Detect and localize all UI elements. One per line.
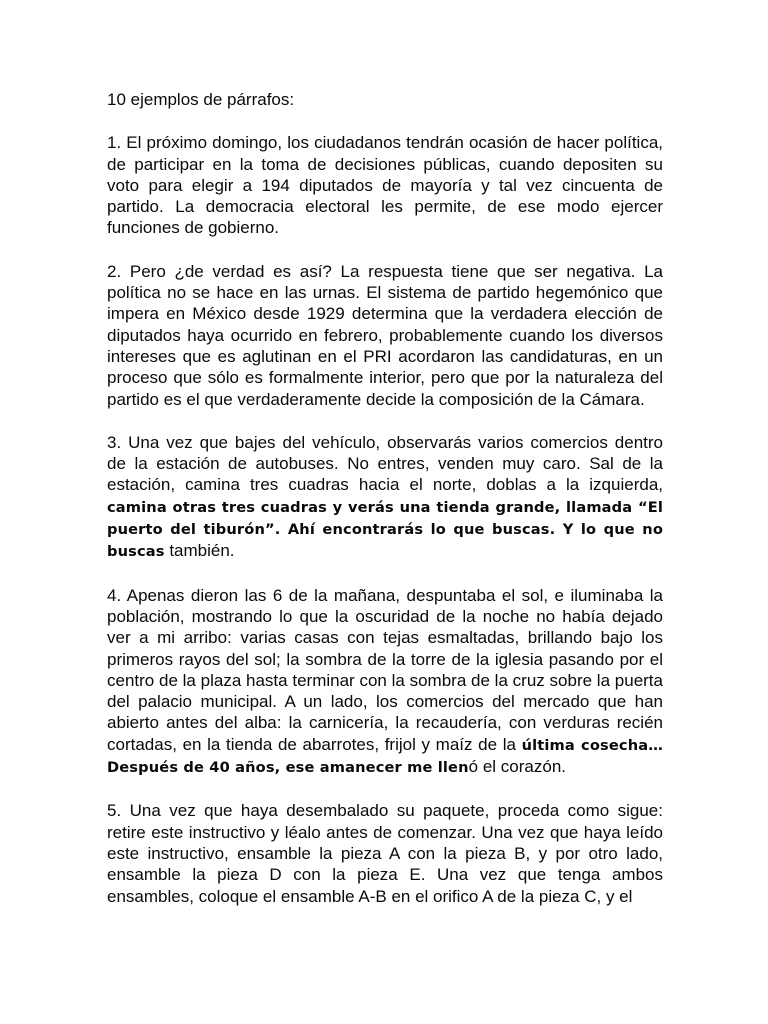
paragraph-1: 1. El próximo domingo, los ciudadanos tendrán ocasión de hacer política, de participar en la toma de decisiones públicas, cuando depositen su voto para elegir a 194 diputados de mayoría y tal vez cincuenta de partido. La democracia electoral les permite, de ese modo ejercer funciones de gobierno. bbox=[107, 133, 663, 238]
paragraph-5: 5. Una vez que haya desembalado su paquete, proceda como sigue: retire este instructivo y léalo antes de comenzar. Una vez que haya leído este instructivo, ensamble la pieza A con la pieza B, y por otro lado, ensamble la pieza D con la pieza E. Una vez que tenga ambos ensambles, coloque el ensamble A-B en el orifico A de la pieza C, y el bbox=[107, 801, 663, 906]
document-page bbox=[107, 89, 663, 929]
paragraph-4-bold-text: última cosecha… Después de 40 años, ese amanecer me llen bbox=[107, 736, 663, 777]
paragraph-4-text: 4. Apenas dieron las 6 de la mañana, despuntaba el sol, e iluminaba la población, mostrando lo que la oscuridad de la noche no había dejado ver a mi arribo: varias casas con tejas esmaltadas, brillando bajo los primeros rayos del sol; la sombra de la torre de la iglesia pasando por el centro de la plaza hasta terminar con la sombra de la cruz sobre la puerta del palacio municipal. A un lado, los comercios del mercado que han abierto antes del alba: la carnicería, la recaudería, con verduras recién cortadas, en la tienda de abarrotes, frijol y maíz de la bbox=[107, 585, 663, 754]
paragraph-3-bold-text: camina otras tres cuadras y verás una tienda grande, llamada “El puerto del tiburón”. Ahí encontrarás lo que buscas. Y lo que no buscas bbox=[107, 498, 663, 561]
paragraph-4-text-end: ó el corazón. bbox=[468, 757, 566, 777]
paragraph-3-text: 3. Una vez que bajes del vehículo, observarás varios comercios dentro de la estación de autobuses. No entres, venden muy caro. Sal de la estación, camina tres cuadras hacia el norte, doblas a la izquierda, bbox=[107, 432, 663, 495]
paragraph-3-text-end: también. bbox=[164, 541, 235, 561]
document-heading: 10 ejemplos de párrafos: bbox=[107, 90, 295, 109]
paragraph-3 bbox=[107, 432, 663, 563]
paragraph-4 bbox=[107, 585, 663, 779]
paragraph-2: 2. Pero ¿de verdad es así? La respuesta tiene que ser negativa. La política no se hace en las urnas. El sistema de partido hegemónico que impera en México desde 1929 determina que la verdadera elección de diputados haya ocurrido en febrero, probablemente cuando los diversos intereses que es aglutinan en el PRI acordaron las candidaturas, en un proceso que sólo es formalmente interior, pero que por la naturaleza del partido es el que verdaderamente decide la composición de la Cámara. bbox=[107, 261, 663, 409]
